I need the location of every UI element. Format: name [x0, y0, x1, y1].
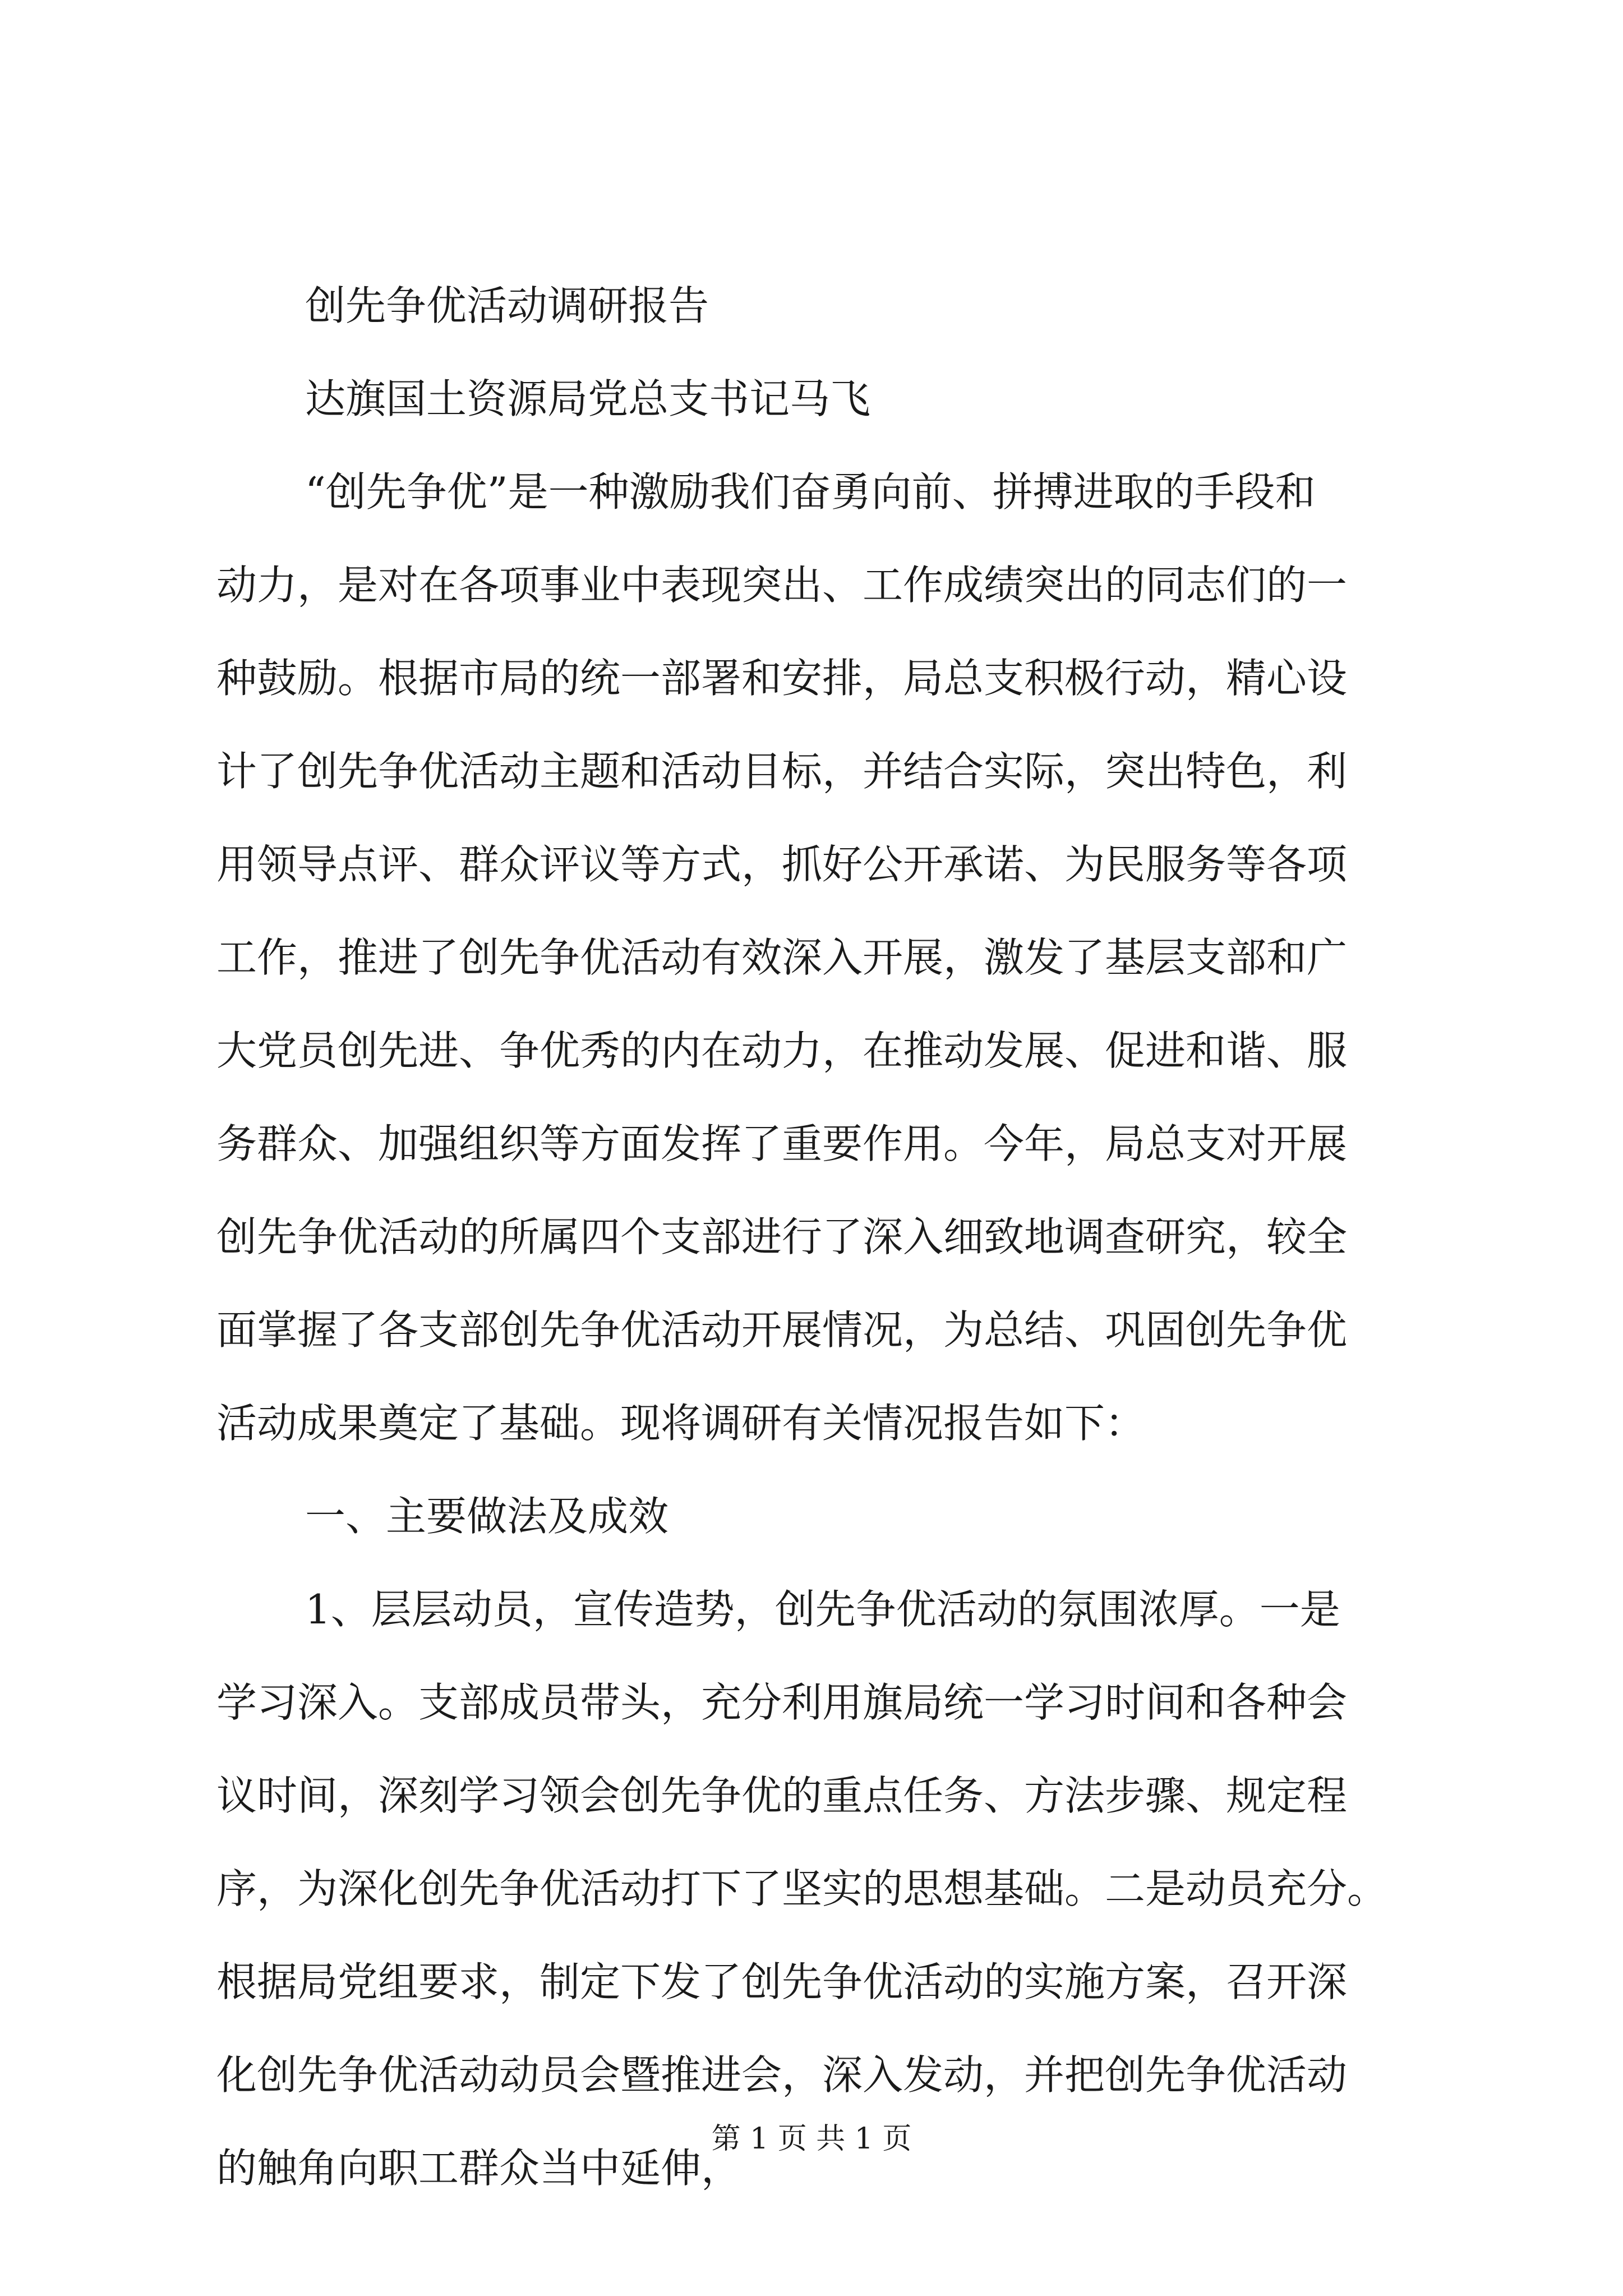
paragraph-item-1 [216, 1563, 1407, 2215]
paragraph-line: 化创先争优活动动员会暨推进会，深入发动，并把创先争优活动 [216, 2051, 1348, 2099]
paragraph-line: 1、层层动员，宣传造势，创先争优活动的氛围浓厚。一是 [305, 1586, 1340, 1633]
paragraph-line: 议时间，深刻学习领会创先争优的重点任务、方法步骤、规定程 [216, 1772, 1348, 1819]
paragraph-line: 计了创先争优活动主题和活动目标，并结合实际，突出特色，利 [216, 748, 1348, 795]
paragraph-line: 动力，是对在各项事业中表现突出、工作成绩突出的同志们的一 [216, 562, 1348, 609]
paragraph-line: 面掌握了各支部创先争优活动开展情况，为总结、巩固创先争优 [216, 1306, 1348, 1354]
paragraph-line: 大党员创先进、争优秀的内在动力，在推动发展、促进和谐、服 [216, 1027, 1348, 1074]
paragraph-line: 种鼓励。根据市局的统一部署和安排，局总支积极行动，精心设 [216, 655, 1348, 702]
paragraph-line: 用领导点评、群众评议等方式，抓好公开承诺、为民服务等各项 [216, 841, 1348, 888]
section-heading [216, 1470, 1407, 1563]
document-body [216, 259, 1407, 2215]
paragraph-line: 创先争优活动的所属四个支部进行了深入细致地调查研究，较全 [216, 1213, 1348, 1260]
paragraph-line: 工作，推进了创先争优活动有效深入开展，激发了基层支部和广 [216, 934, 1348, 981]
paragraph-line: 学习深入。支部成员带头，充分利用旗局统一学习时间和各种会 [216, 1679, 1348, 1726]
paragraph-intro [216, 445, 1407, 1470]
document-author: 达旗国土资源局党总支书记马飞 [305, 375, 871, 422]
document-title: 创先争优活动调研报告 [305, 282, 709, 329]
paragraph-line: 根据局党组要求，制定下发了创先争优活动的实施方案，召开深 [216, 1958, 1348, 2005]
paragraph-line: 活动成果奠定了基础。现将调研有关情况报告如下： [216, 1400, 1146, 1447]
page-number-footer: 第 1 页 共 1 页 [711, 2122, 912, 2156]
paragraph-line: “创先争优”是一种激励我们奋勇向前、拼搏进取的手段和 [305, 468, 1316, 516]
section-heading-text: 一、主要做法及成效 [305, 1493, 669, 1540]
paragraph-line: 务群众、加强组织等方面发挥了重要作用。今年，局总支对开展 [216, 1120, 1348, 1167]
paragraph-line: 序，为深化创先争优活动打下了坚实的思想基础。二是动员充分。 [216, 1865, 1388, 1912]
paragraph-line: 的触角向职工群众当中延伸， [216, 2145, 742, 2192]
